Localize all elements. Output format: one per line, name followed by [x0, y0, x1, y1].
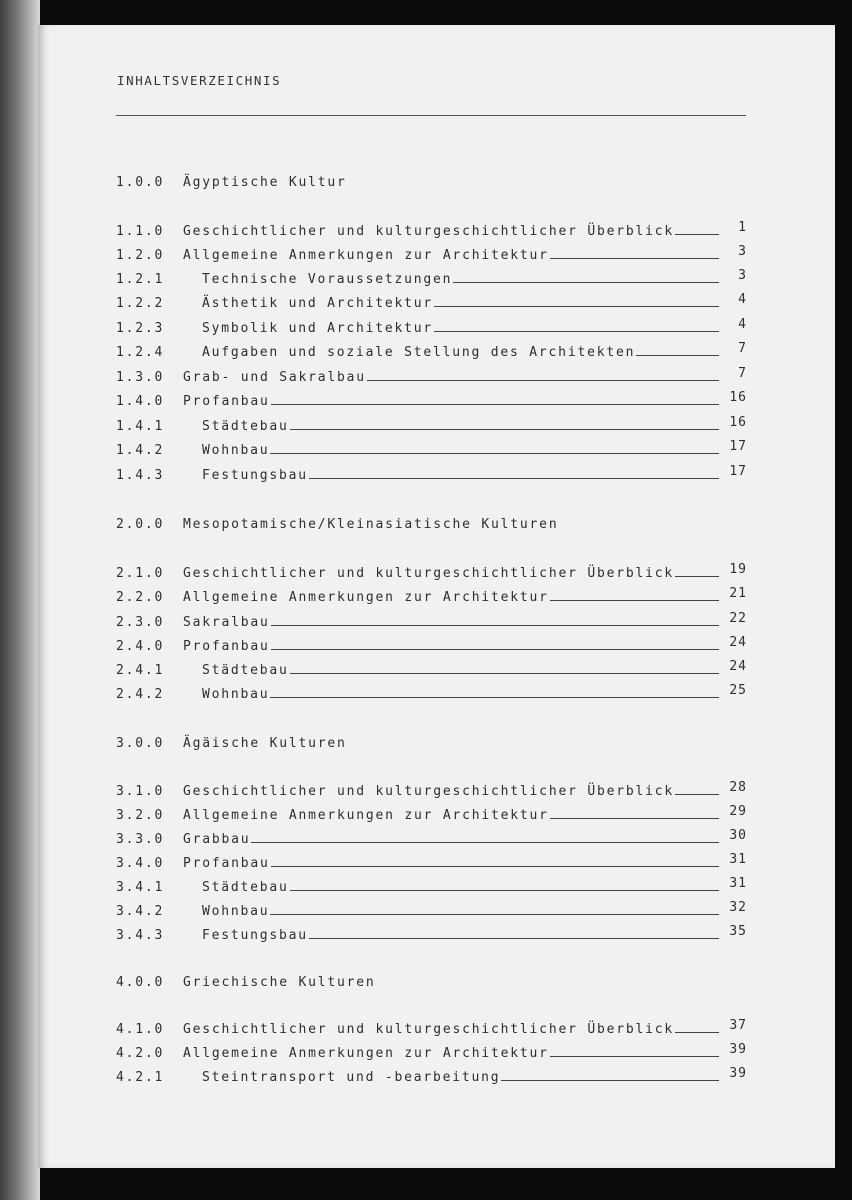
toc-entry — [116, 921, 747, 943]
toc-number: 3.0.0 — [116, 736, 165, 751]
toc-number: 1.4.2 — [116, 443, 165, 458]
toc-entry — [116, 559, 747, 581]
toc-number: 2.1.0 — [116, 566, 165, 581]
toc-title: Allgemeine Anmerkungen zur Architektur — [183, 590, 549, 605]
toc-entry — [116, 849, 747, 871]
toc-title: Geschichtlicher und kulturgeschichtlicher Überblick — [183, 566, 674, 581]
toc-page-number: 39 — [729, 1042, 747, 1057]
toc-number: 1.2.0 — [116, 248, 165, 263]
toc-number: 4.2.0 — [116, 1046, 165, 1061]
toc-title: Städtebau — [202, 419, 289, 434]
toc-number: 3.4.2 — [116, 904, 165, 919]
toc-title: Griechische Kulturen — [183, 975, 376, 990]
toc-title: Städtebau — [202, 663, 289, 678]
toc-title: Technische Voraussetzungen — [202, 272, 453, 287]
toc-page-number: 16 — [729, 415, 747, 430]
toc-leader — [309, 477, 719, 479]
toc-page-number: 7 — [738, 341, 747, 356]
toc-entry — [116, 436, 747, 458]
toc-number: 3.4.1 — [116, 880, 165, 895]
toc-page-number: 4 — [738, 292, 747, 307]
toc-number: 1.3.0 — [116, 370, 165, 385]
toc-page-number: 3 — [738, 244, 747, 259]
toc-leader — [367, 379, 719, 381]
toc-section-heading — [116, 168, 747, 190]
toc-entry — [116, 777, 747, 799]
toc-entry — [116, 387, 747, 409]
toc-title: Grab- und Sakralbau — [183, 370, 366, 385]
toc-page-number: 25 — [729, 683, 747, 698]
toc-entry — [116, 338, 747, 360]
toc-section-heading — [116, 510, 747, 532]
toc-leader — [675, 793, 719, 795]
toc-number: 1.4.1 — [116, 419, 165, 434]
toc-leader — [271, 648, 719, 650]
toc-leader — [434, 330, 719, 332]
toc-leader — [550, 1055, 719, 1057]
toc-number: 1.1.0 — [116, 224, 165, 239]
toc-leader — [550, 817, 719, 819]
toc-entry — [116, 265, 747, 287]
toc-leader — [636, 354, 719, 356]
toc-entry — [116, 314, 747, 336]
toc-leader — [675, 1031, 719, 1033]
toc-leader — [271, 624, 719, 626]
toc-page-number: 17 — [729, 439, 747, 454]
toc-leader — [290, 672, 719, 674]
toc-title: Wohnbau — [202, 443, 270, 458]
toc-title: Ästhetik und Architektur — [202, 296, 434, 311]
toc-page-number: 16 — [729, 390, 747, 405]
toc-leader — [290, 428, 719, 430]
toc-entry — [116, 873, 747, 895]
toc-number: 2.0.0 — [116, 517, 165, 532]
toc-number: 1.2.3 — [116, 321, 165, 336]
toc-number: 3.3.0 — [116, 832, 165, 847]
toc-page-number: 4 — [738, 317, 747, 332]
toc-leader — [550, 257, 719, 259]
toc-title: Allgemeine Anmerkungen zur Architektur — [183, 248, 549, 263]
toc-leader — [270, 696, 719, 698]
toc-entry — [116, 897, 747, 919]
toc-title: Grabbau — [183, 832, 251, 847]
toc-title: Festungsbau — [202, 928, 308, 943]
toc-entry — [116, 656, 747, 678]
toc-title: Allgemeine Anmerkungen zur Architektur — [183, 1046, 549, 1061]
toc-title: Festungsbau — [202, 468, 308, 483]
toc-title: Städtebau — [202, 880, 289, 895]
toc-leader — [453, 281, 719, 283]
toc-title: Wohnbau — [202, 687, 270, 702]
toc-number: 3.1.0 — [116, 784, 165, 799]
toc-leader — [309, 937, 719, 939]
toc-title: Geschichtlicher und kulturgeschichtlicher Überblick — [183, 1022, 674, 1037]
toc-title: Sakralbau — [183, 615, 270, 630]
toc-page-number: 32 — [729, 900, 747, 915]
toc-number: 3.2.0 — [116, 808, 165, 823]
toc-leader — [290, 889, 719, 891]
toc-leader — [270, 452, 719, 454]
toc-page-number: 31 — [729, 852, 747, 867]
toc-entry — [116, 1063, 747, 1085]
toc-entry — [116, 680, 747, 702]
toc-title: Profanbau — [183, 856, 270, 871]
toc-page-number: 7 — [738, 366, 747, 381]
toc-title: Profanbau — [183, 639, 270, 654]
toc-title: Profanbau — [183, 394, 270, 409]
toc-page-number: 24 — [729, 659, 747, 674]
toc-title: Allgemeine Anmerkungen zur Architektur — [183, 808, 549, 823]
toc-number: 2.3.0 — [116, 615, 165, 630]
toc-page-number: 29 — [729, 804, 747, 819]
toc-number: 4.1.0 — [116, 1022, 165, 1037]
toc-page-number: 37 — [729, 1018, 747, 1033]
toc-title: Mesopotamische/Kleinasiatische Kulturen — [183, 517, 559, 532]
toc-leader — [675, 233, 719, 235]
toc-page-number: 1 — [738, 220, 747, 235]
toc-number: 2.4.1 — [116, 663, 165, 678]
toc-number: 2.2.0 — [116, 590, 165, 605]
toc-title: Ägyptische Kultur — [183, 175, 347, 190]
toc-page-number: 35 — [729, 924, 747, 939]
toc-page-number: 30 — [729, 828, 747, 843]
toc-entry — [116, 801, 747, 823]
toc-title: Geschichtlicher und kulturgeschichtlicher Überblick — [183, 784, 674, 799]
toc-page-number: 17 — [729, 464, 747, 479]
toc-number: 4.0.0 — [116, 975, 165, 990]
toc-title: Symbolik und Architektur — [202, 321, 434, 336]
toc-number: 1.0.0 — [116, 175, 165, 190]
book-binding — [0, 0, 40, 1200]
toc-entry — [116, 412, 747, 434]
toc-entry — [116, 632, 747, 654]
toc-entry — [116, 825, 747, 847]
toc-entry — [116, 608, 747, 630]
toc-number: 1.2.2 — [116, 296, 165, 311]
toc-title: Ägäische Kulturen — [183, 736, 347, 751]
toc-entry — [116, 289, 747, 311]
toc-entry — [116, 241, 747, 263]
toc-number: 4.2.1 — [116, 1070, 165, 1085]
toc-number: 1.4.0 — [116, 394, 165, 409]
toc-leader — [550, 599, 719, 601]
toc-page-number: 19 — [729, 562, 747, 577]
toc-section-heading — [116, 968, 747, 990]
toc-entry — [116, 217, 747, 239]
toc-title: Geschichtlicher und kulturgeschichtlicher Überblick — [183, 224, 674, 239]
toc-number: 3.4.3 — [116, 928, 165, 943]
toc-number: 2.4.2 — [116, 687, 165, 702]
toc-entry — [116, 1039, 747, 1061]
toc-leader — [251, 841, 719, 843]
toc-leader — [270, 913, 719, 915]
toc-page-number: 39 — [729, 1066, 747, 1081]
toc-number: 2.4.0 — [116, 639, 165, 654]
header-rule — [116, 115, 746, 116]
toc-page-number: 21 — [729, 586, 747, 601]
toc-number: 1.2.1 — [116, 272, 165, 287]
page-title: INHALTSVERZEICHNIS — [117, 73, 282, 88]
toc-title: Steintransport und -bearbeitung — [202, 1070, 501, 1085]
toc-page-number: 28 — [729, 780, 747, 795]
toc-page-number: 3 — [738, 268, 747, 283]
toc-leader — [675, 575, 719, 577]
toc-entry — [116, 1015, 747, 1037]
toc-number: 1.4.3 — [116, 468, 165, 483]
toc-leader — [271, 403, 719, 405]
toc-page-number: 22 — [729, 611, 747, 626]
toc-page-number: 31 — [729, 876, 747, 891]
toc-entry — [116, 461, 747, 483]
toc-number: 1.2.4 — [116, 345, 165, 360]
toc-page-number: 24 — [729, 635, 747, 650]
toc-section-heading — [116, 729, 747, 751]
toc-leader — [434, 305, 719, 307]
toc-title: Aufgaben und soziale Stellung des Architekten — [202, 345, 636, 360]
toc-leader — [501, 1079, 719, 1081]
toc-number: 3.4.0 — [116, 856, 165, 871]
document-page — [38, 25, 835, 1168]
toc-leader — [271, 865, 719, 867]
toc-title: Wohnbau — [202, 904, 270, 919]
toc-entry — [116, 583, 747, 605]
toc-entry — [116, 363, 747, 385]
